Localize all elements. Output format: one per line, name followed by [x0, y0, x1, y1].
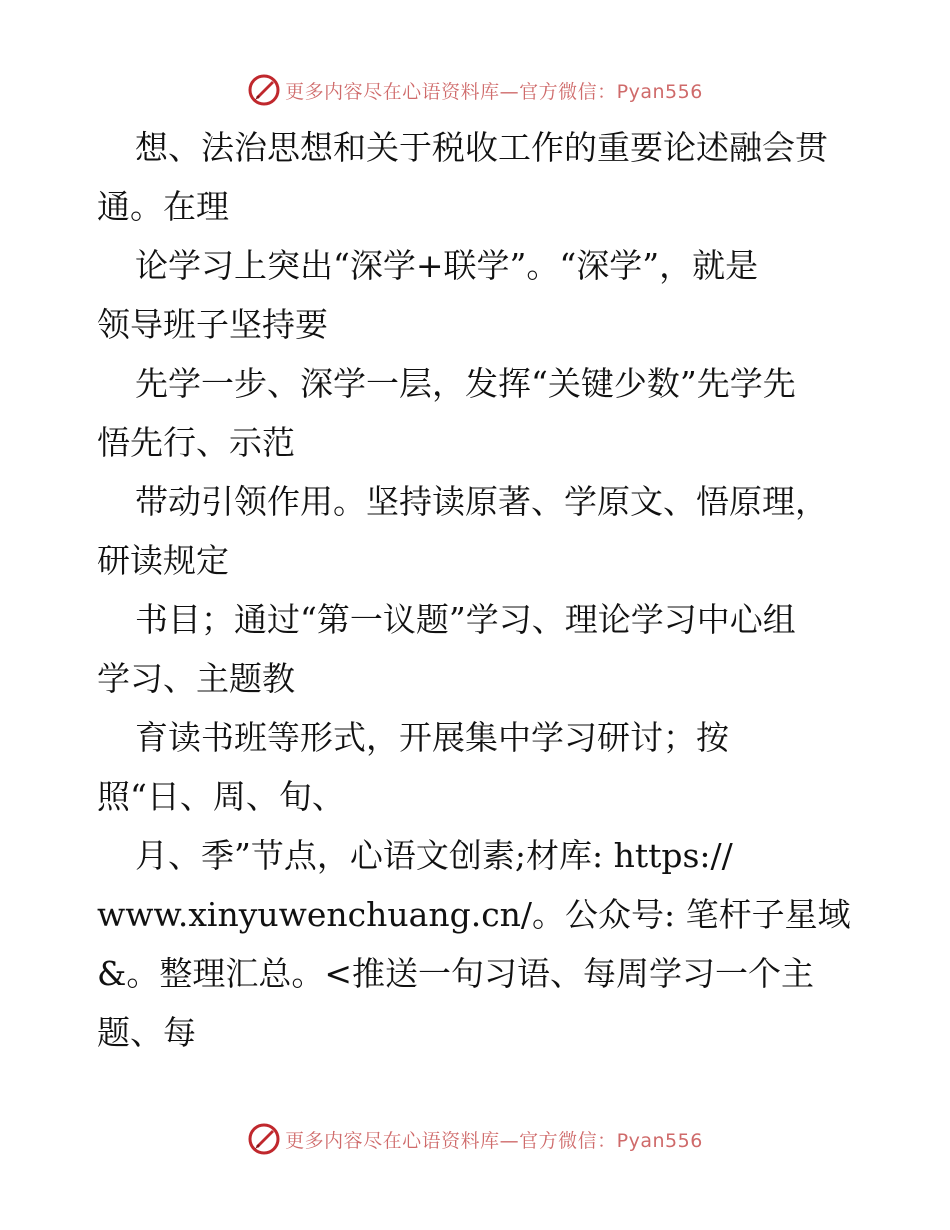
text-line: 研读规定 — [97, 541, 229, 580]
text-line: 题、每 — [97, 1013, 196, 1052]
text-line: 论学习上突出“深学+联学”。“深学”，就是 — [135, 246, 759, 285]
text-line: 育读书班等形式，开展集中学习研讨；按 — [135, 718, 729, 757]
footer-banner — [0, 1119, 950, 1159]
text-line: 先学一步、深学一层，发挥“关键少数”先学先 — [135, 364, 796, 403]
document-body — [97, 118, 857, 1062]
header-banner — [0, 70, 950, 110]
text-line: 书目；通过“第一议题”学习、理论学习中心组 — [135, 600, 796, 639]
text-line: 领导班子坚持要 — [97, 305, 328, 344]
text-line: &。整理汇总。<推送一句习语、每周学习一个主 — [97, 954, 815, 993]
text-line: 照“日、周、旬、 — [97, 777, 345, 816]
quill-logo-icon — [247, 73, 281, 107]
footer-banner-text: 更多内容尽在心语资料库—官方微信：Pyan556 — [285, 1129, 703, 1152]
text-line: 悟先行、示范 — [97, 423, 295, 462]
text-line: 通。在理 — [97, 187, 229, 226]
header-banner-text: 更多内容尽在心语资料库—官方微信：Pyan556 — [285, 80, 703, 103]
quill-logo-icon — [247, 1122, 281, 1156]
text-line: 月、季”节点，心语文创素;材库: https:// — [135, 836, 733, 875]
text-line: 想、法治思想和关于税收工作的重要论述融会贯 — [135, 128, 828, 167]
text-line: www.xinyuwenchuang.cn/。公众号: 笔杆子星域 — [97, 895, 851, 934]
text-line: 带动引领作用。坚持读原著、学原文、悟原理， — [135, 482, 828, 521]
text-line: 学习、主题教 — [97, 659, 295, 698]
